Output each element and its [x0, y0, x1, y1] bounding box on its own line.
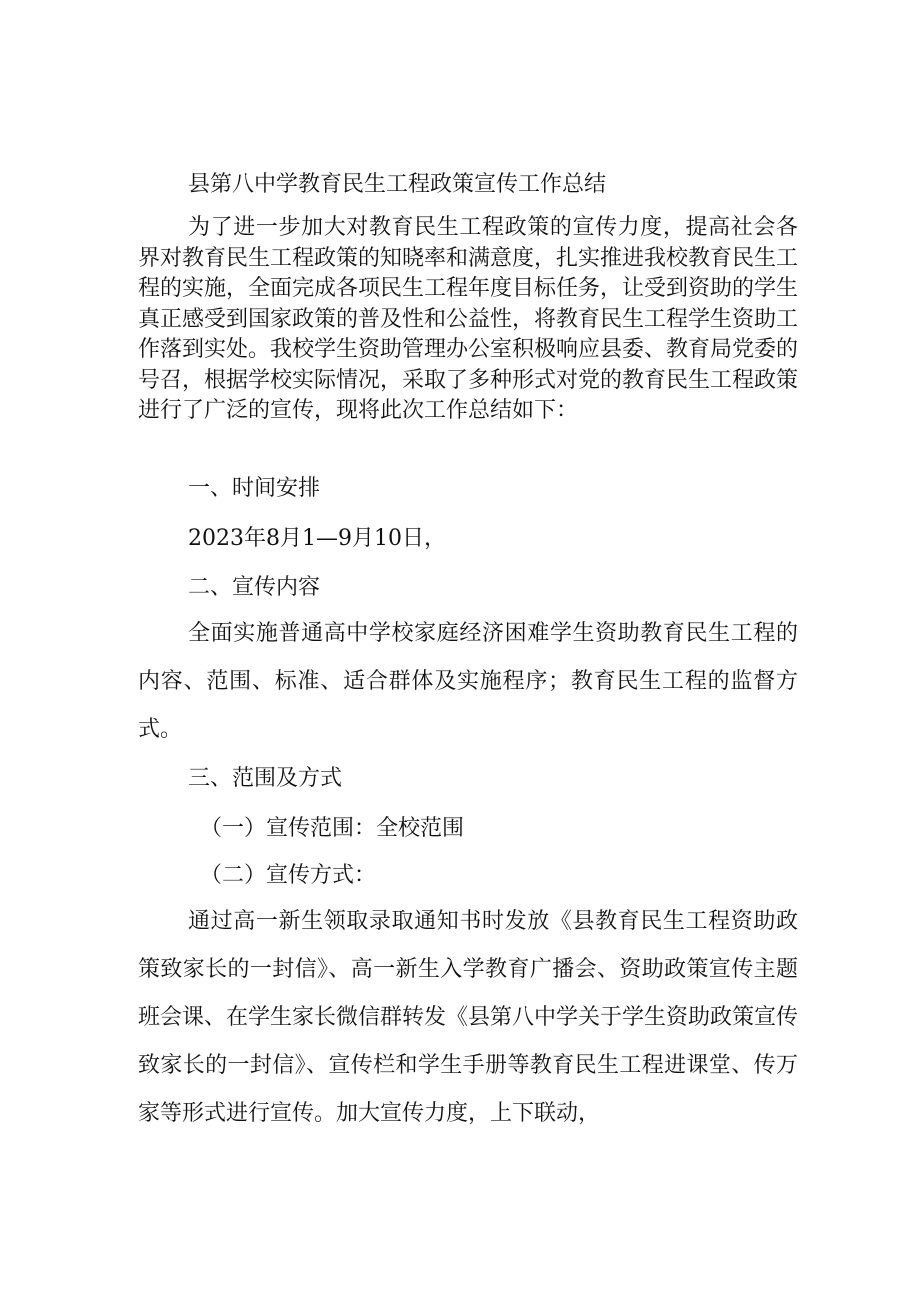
section-scope-body: 通过高一新生领取录取通知书时发放《县教育民生工程资助政策致家长的一封信》、高一新生入学教育广播会、资助政策宣传主题班会课、在学生家长微信群转发《县第八中学关于学生资助政策宣传致家长的一封信》、宣传栏和学生手册等教育民生工程进课堂、传万家等形式进行宣传。加大宣传力度，上下联动， — [138, 909, 799, 1126]
section-time-heading: 一、时间安排 — [188, 476, 321, 501]
section-content-heading: 二、宣传内容 — [188, 575, 321, 600]
section-scope-item-method: （二）宣传方式： — [200, 863, 377, 888]
section-scope-heading: 三、范围及方式 — [188, 766, 343, 791]
section-scope-item-range: （一）宣传范围：全校范围 — [200, 816, 465, 841]
document-title: 县第八中学教育民生工程政策宣传工作总结 — [188, 172, 607, 197]
intro-paragraph: 为了进一步加大对教育民生工程政策的宣传力度，提高社会各界对教育民生工程政策的知晓率和满意度，扎实推进我校教育民生工程的实施，全面完成各项民生工程年度目标任务，让受到资助的学生真正感受到国家政策的普及性和公益性，将教育民生工程学生资助工作落到实处。我校学生资助管理办公室积极响应县委、教育局党委的号召，根据学校实际情况，采取了多种形式对党的教育民生工程政策进行了广泛的宣传，现将此次工作总结如下： — [138, 215, 799, 423]
section-time-body: 2023年8月1—9月10日， — [188, 526, 446, 551]
section-content-body: 全面实施普通高中学校家庭经济困难学生资助教育民生工程的内容、范围、标准、适合群体及实施程序；教育民生工程的监督方式。 — [138, 621, 798, 742]
